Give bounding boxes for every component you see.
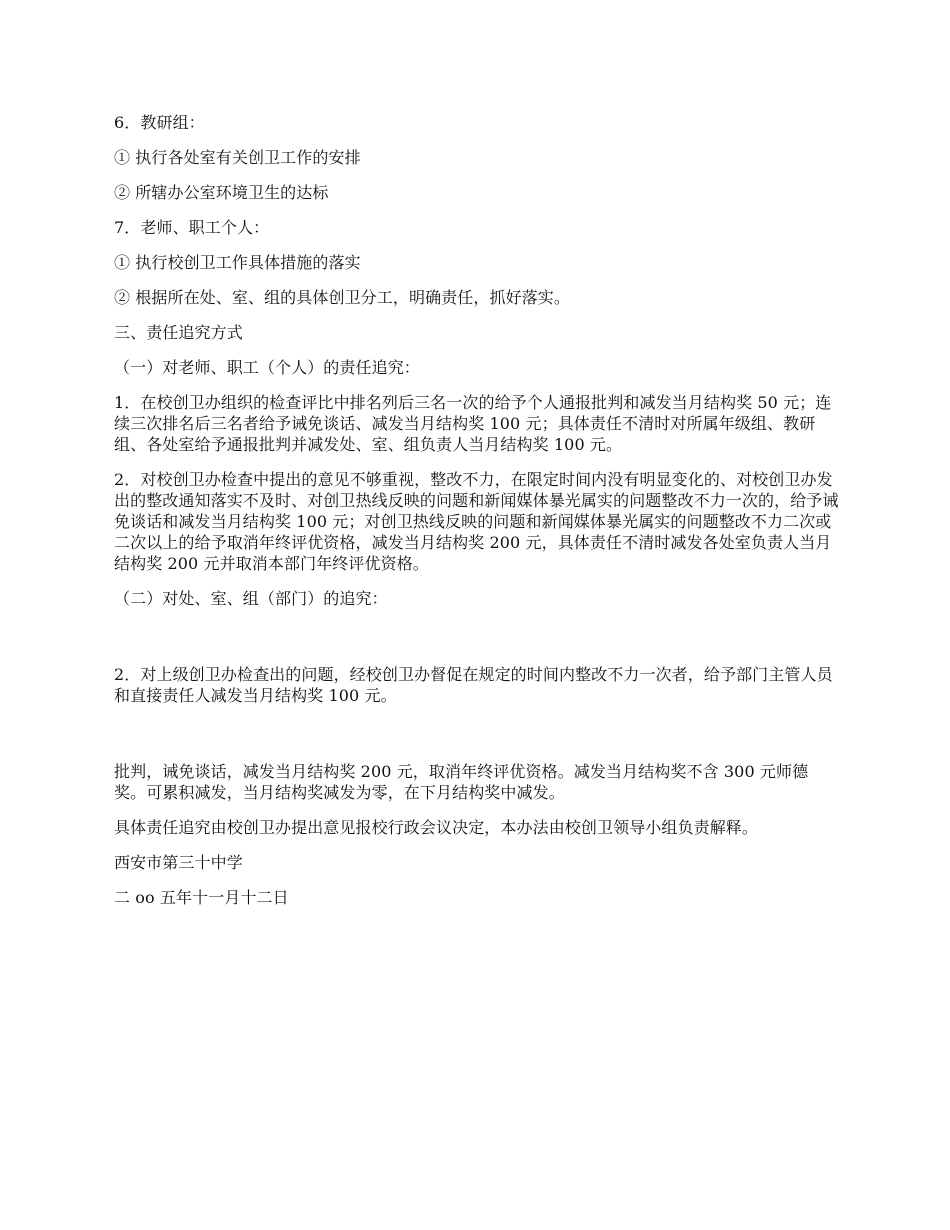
document-body [114,112,839,908]
signature-organization: 西安市第三十中学 [114,853,243,872]
section-heading-staff: 7．老师、职工个人： [114,218,270,237]
subsection-heading-department: （二）对处、室、组（部门）的追究： [114,589,388,608]
paragraph: 2．对上级创卫办检查出的问题，经校创卫办督促在规定的时间内整改不力一次者，给予部门主管人员和直接责任人减发当月结构奖 100 元。 [114,665,833,705]
section-heading-teaching-group: 6．教研组： [114,113,205,132]
subsection-heading-individual: （一）对老师、职工（个人）的责任追究： [114,358,420,377]
list-item: ① 执行校创卫工作具体措施的落实 [114,253,361,272]
paragraph: 批判，诫免谈话，减发当月结构奖 200 元，取消年终评优资格。减发当月结构奖不含 300 元师德奖。可累积减发，当月结构奖减发为零，在下月结构奖中减发。 [114,762,809,802]
list-item: ② 所辖办公室环境卫生的达标 [114,183,329,202]
list-item: ② 根据所在处、室、组的具体创卫分工，明确责任，抓好落实。 [114,288,570,307]
signature-date: 二 oo 五年十一月十二日 [114,888,289,907]
paragraph: 1．在校创卫办组织的检查评比中排名列后三名一次的给予个人通报批判和减发当月结构奖 50 元；连续三次排名后三名者给予诫免谈话、减发当月结构奖 100 元；具体责任不清时对所属年级组、教研组、各处室给予通报批判并减发处、室、组负责人当月结构奖 100 元。 [114,393,832,454]
list-item: ① 执行各处室有关创卫工作的安排 [114,148,361,167]
paragraph: 具体责任追究由校创卫办提出意见报校行政会议决定，本办法由校创卫领导小组负责解释。 [114,818,759,837]
paragraph: 2．对校创卫办检查中提出的意见不够重视，整改不力，在限定时间内没有明显变化的、对校创卫办发出的整改通知落实不及时、对创卫热线反映的问题和新闻媒体暴光属实的问题整改不力一次的，给予诫免谈话和减发当月结构奖 100 元；对创卫热线反映的问题和新闻媒体暴光属实的问题整改不力二次或二次以上的给予取消年终评优资格，减发当月结构奖 200 元，具体责任不清时减发各处室负责人当月结构奖 200 元并取消本部门年终评优资格。 [114,470,839,573]
section-heading-accountability: 三、责任追究方式 [114,323,243,342]
